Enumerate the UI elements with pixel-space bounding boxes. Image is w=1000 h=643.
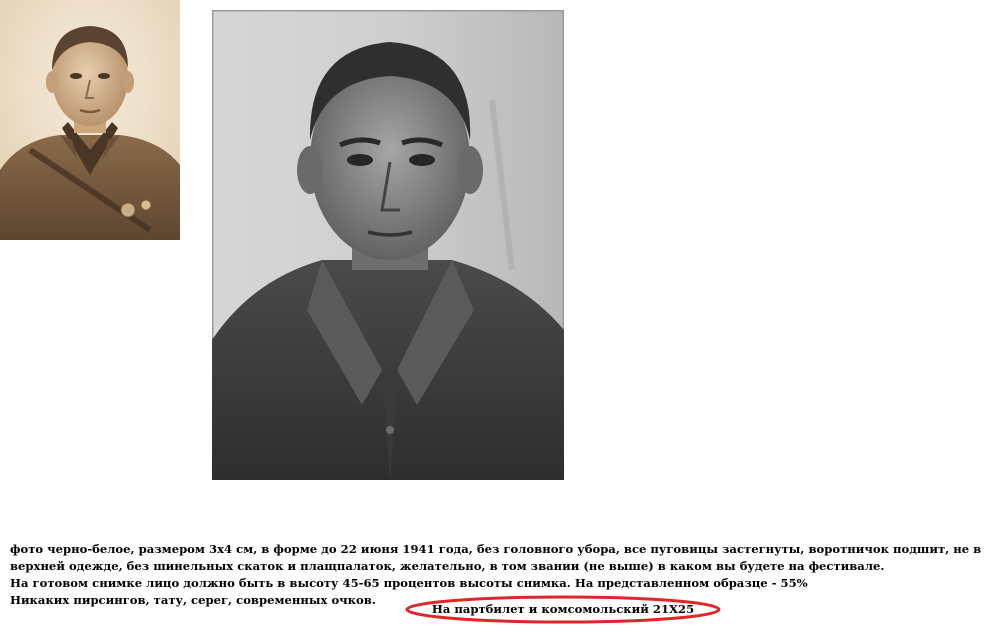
requirements-line-2: верхней одежде, без шинельных скаток и плащпалаток, желательно, в том звании (не выше) в каком вы будете на фестивале. [10,559,885,573]
grayscale-portrait-image [212,10,564,480]
sepia-portrait-photo [0,0,180,240]
grayscale-portrait-photo [212,10,564,480]
party-card-size-note: На партбилет и комсомольский 21Х25 [431,602,695,616]
sepia-portrait-image [0,0,180,240]
highlighted-size-note [404,595,722,625]
requirements-line-3: На готовом снимке лицо должно быть в высоту 45-65 процентов высоты снимка. На представленном образце - 55% [10,576,808,590]
requirements-line-4: Никаких пирсингов, тату, серег, современных очков. [10,593,376,607]
requirements-line-1: фото черно-белое, размером 3х4 см, в форме до 22 июня 1941 года, без головного убора, все пуговицы застегнуты, воротничок подшит, не в [10,542,982,556]
